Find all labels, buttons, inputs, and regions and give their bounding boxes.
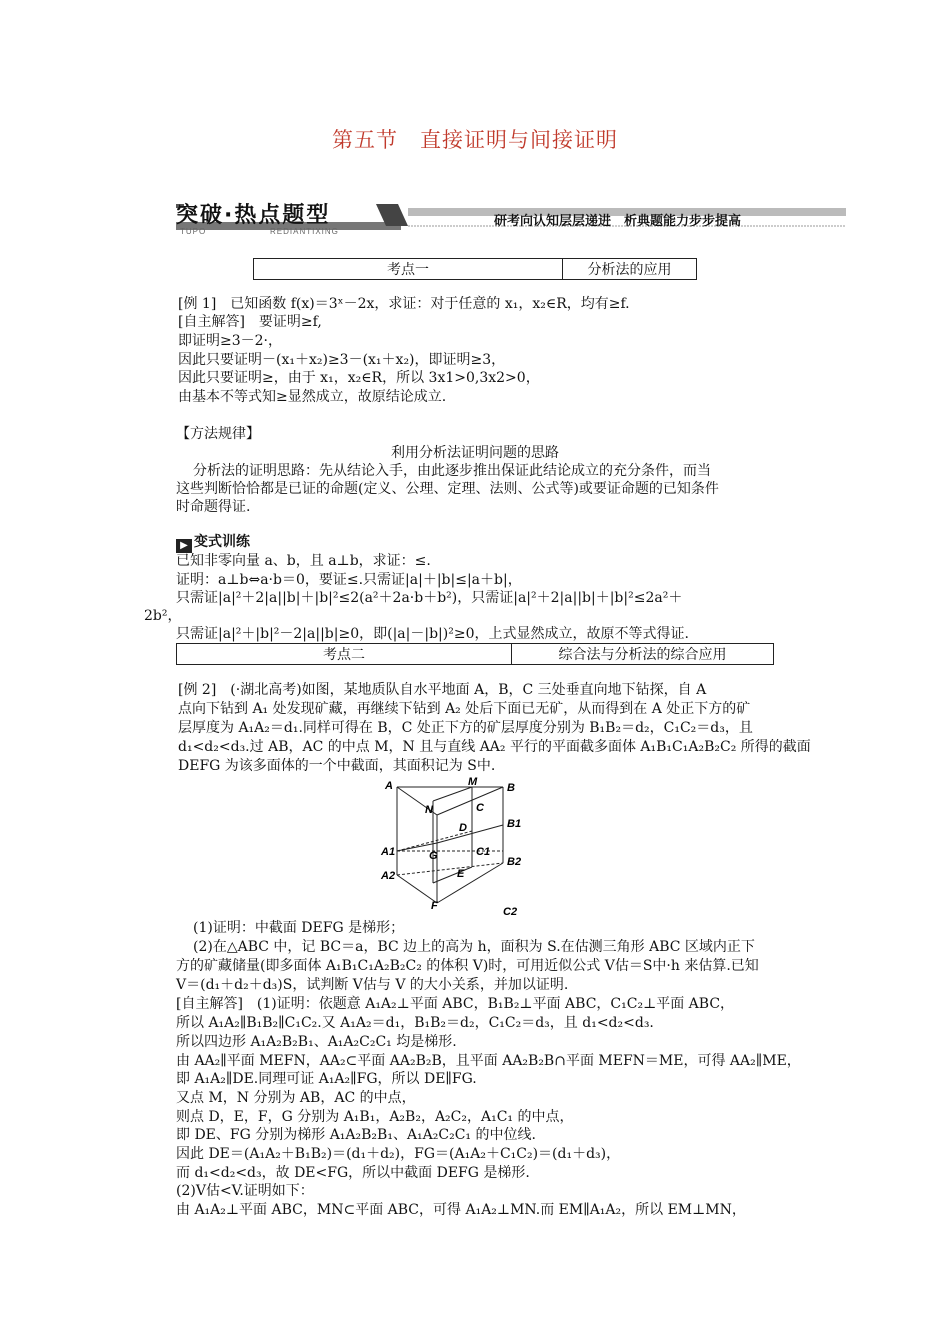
figure-label: M (468, 776, 478, 788)
figure-label: A2 (381, 870, 396, 882)
banner-title: 突破·热点题型 (176, 203, 331, 228)
example-2-rest: 又点 M，N 分别为 AB，AC 的中点， (176, 1090, 416, 1106)
figure-label: C (476, 802, 484, 814)
example-2-rest: 而 d₁<d₂<d₃，故 DE<FG，所以中截面 DEFG 是梯形. (176, 1165, 530, 1181)
banner-slogan: 研考向认知层层递进 析典题能力步步提高 (494, 214, 742, 229)
example-2-line: 层厚度为 A₁A₂＝d₁.同样可得在 B，C 处正下方的矿层厚度分别为 B₁B₂＝d₂，C₁C₂＝d₃，且 (178, 720, 753, 736)
example-2-rest: 因此 DE＝(A₁A₂＋B₁B₂)＝(d₁＋d₂)，FG＝(A₁A₂＋C₁C₂)＝(d₁＋d₃)， (176, 1146, 621, 1162)
variant-line: 只需证|a|²＋2|a||b|＋|b|²≤2(a²＋2a·b＋b²)，只需证|a|²＋2|a||b|＋|b|²≤2a²＋ (176, 590, 683, 606)
example-2-rest: 方的矿藏储量(即多面体 A₁B₁C₁A₂B₂C₂ 的体积 V)时，可用近似公式 V估＝S中·h 来估算.已知 (176, 958, 759, 974)
figure-label: C2 (503, 906, 518, 918)
figure-label: A1 (381, 846, 396, 858)
banner-subtitle-left: TUPO (180, 227, 207, 236)
example-1-line: 因此只要证明≥，由于 x₁，x₂∈R，所以 3x1>0,3x2>0， (178, 370, 540, 386)
example-2-rest: 所以四边形 A₁A₂B₂B₁、A₁A₂C₂C₁ 均是梯形. (176, 1034, 457, 1050)
example-2-rest: V＝(d₁＋d₂＋d₃)S，试判断 V估与 V 的大小关系，并加以证明. (176, 977, 569, 993)
example-2-rest: (1)证明：中截面 DEFG 是梯形； (193, 920, 405, 936)
example-2-rest: 所以 A₁A₂∥B₁B₂∥C₁C₂.又 A₁A₂＝d₁，B₁B₂＝d₂，C₁C₂＝d₃，且 d₁<d₂<d₃. (176, 1015, 654, 1031)
section-header-1 (253, 258, 697, 280)
section-topic: 分析法的应用 (563, 259, 697, 280)
variant-line: 2b²， (144, 608, 182, 624)
section-label: 考点二 (177, 644, 512, 665)
figure-label: D (459, 822, 467, 834)
example-2-line: DEFG 为该多面体的一个中截面，其面积记为 S中. (178, 758, 496, 774)
section-topic: 综合法与分析法的综合应用 (512, 644, 774, 665)
example-2-rest: 由 AA₂∥平面 MEFN，AA₂⊂平面 AA₂B₂B，且平面 AA₂B₂B∩平面 MEFN＝ME，可得 AA₂∥ME， (176, 1053, 801, 1069)
method-heading: 【方法规律】 (176, 426, 260, 442)
figure-label: C1 (476, 846, 491, 858)
example-1-line: 因此只要证明－(x₁＋x₂)≥3－(x₁＋x₂)，即证明≥3， (178, 352, 506, 368)
method-line: 时命题得证. (176, 499, 251, 515)
figure-label: G (429, 850, 438, 862)
method-line: 这些判断恰恰都是已证的命题(定义、公理、定理、法则、公式等)或要证命题的已知条件 (176, 481, 719, 497)
example-2-line: 点向下钻到 A₁ 处发现矿藏，再继续下钻到 A₂ 处后下面已无矿，从而得到在 A 处正下方的矿 (178, 701, 751, 717)
example-2-rest: 由 A₁A₂⊥平面 ABC，MN⊂平面 ABC，可得 A₁A₂⊥MN.而 EM∥A₁A₂，所以 EM⊥MN， (176, 1202, 746, 1218)
figure-label: A (385, 780, 393, 792)
example-1-line: 由基本不等式知≥显然成立，故原结论成立. (178, 389, 447, 405)
figure-label: F (431, 900, 438, 912)
example-2-rest: (2)V估<V.证明如下： (176, 1183, 314, 1199)
page-title: 第五节 直接证明与间接证明 (332, 128, 618, 152)
section-label: 考点一 (254, 259, 563, 280)
example-2-rest: 则点 D，E，F，G 分别为 A₁B₁，A₂B₂，A₂C₂，A₁C₁ 的中点， (176, 1109, 574, 1125)
banner-subtitle-right: REDIANTIXING (270, 227, 339, 236)
method-line: 分析法的证明思路：先从结论入手，由此逐步推出保证此结论成立的充分条件，而当 (193, 463, 711, 479)
example-1-line: [例 1] 已知函数 f(x)＝3ˣ－2x，求证：对于任意的 x₁，x₂∈R，均有≥f. (178, 296, 630, 312)
variant-line: 只需证|a|²＋|b|²－2|a||b|≥0，即(|a|－|b|)²≥0，上式显然成立，故原不等式得证. (176, 626, 689, 642)
figure-label: B (507, 782, 515, 794)
example-2-line: d₁<d₂<d₃.过 AB，AC 的中点 M，N 且与直线 AA₂ 平行的平面截多面体 A₁B₁C₁A₂B₂C₂ 所得的截面 (178, 739, 811, 755)
figure-label: N (425, 804, 433, 816)
example-2-rest: (2)在△ABC 中，记 BC＝a，BC 边上的高为 h，面积为 S.在估测三角形 ABC 区域内正下 (193, 939, 755, 955)
method-subtitle: 利用分析法证明问题的思路 (391, 445, 559, 461)
polyhedron-figure (375, 775, 535, 920)
example-2-rest: 即 DE、FG 分别为梯形 A₁A₂B₂B₁、A₁A₂C₂C₁ 的中位线. (176, 1127, 536, 1143)
figure-label: B2 (507, 856, 522, 868)
example-1-line: [自主解答] 要证明≥f, (178, 314, 322, 330)
variant-heading (176, 534, 250, 553)
figure-label: E (457, 868, 465, 880)
example-2-line: [例 2] (·湖北高考)如图，某地质队自水平地面 A，B，C 三处垂直向地下钻探，自 A (178, 682, 707, 698)
play-icon: ▶ (176, 539, 192, 553)
example-2-rest: [自主解答] (1)证明：依题意 A₁A₂⊥平面 ABC，B₁B₂⊥平面 ABC，C₁C₂⊥平面 ABC， (176, 996, 735, 1012)
variant-title: 变式训练 (194, 534, 250, 550)
variant-line: 证明：a⊥b⇔a·b＝0，要证≤.只需证|a|＋|b|≤|a＋b|， (176, 572, 522, 588)
example-2-rest: 即 A₁A₂∥DE.同理可证 A₁A₂∥FG，所以 DE∥FG. (176, 1071, 477, 1087)
example-1-line: 即证明≥3－2·， (178, 333, 282, 349)
figure-label: B1 (507, 818, 522, 830)
variant-line: 已知非零向量 a、b，且 a⊥b，求证：≤. (176, 553, 431, 569)
section-header-2 (176, 643, 774, 665)
